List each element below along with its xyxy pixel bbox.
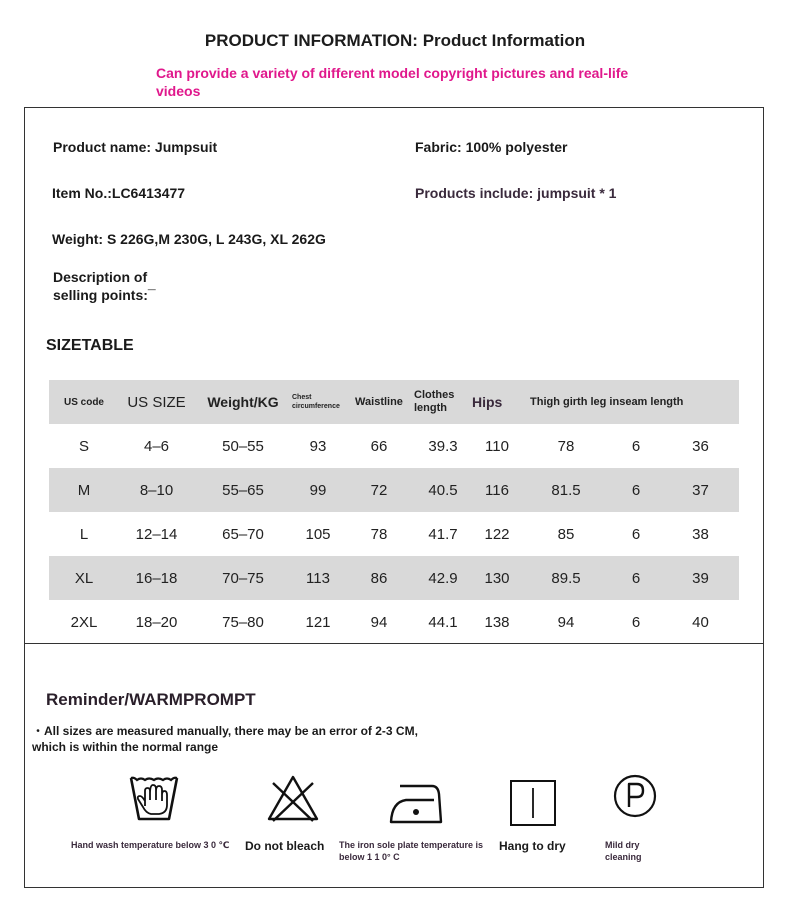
description-line-1: Description of (53, 269, 148, 285)
cell-us-code: S (78, 437, 89, 455)
dry-clean-line-2: cleaning (605, 852, 642, 862)
cell-chest: 105 (305, 525, 331, 543)
cell-inseam: 37 (692, 481, 709, 499)
cell-clothes-length: 42.9 (428, 569, 458, 587)
cell-leg: 6 (631, 481, 641, 499)
cell-thigh: 85 (557, 525, 575, 543)
col-weight: Weight/KG (207, 394, 279, 410)
description-line-2: selling points:¯ (53, 287, 156, 303)
cell-us-size: 4–6 (143, 437, 170, 455)
col-thigh-leg-inseam: Thigh girth leg inseam length (530, 396, 684, 408)
cell-thigh: 78 (557, 437, 575, 455)
cell-inseam: 39 (692, 569, 709, 587)
cell-us-size: 12–14 (135, 525, 178, 543)
hang-dry-label: Hang to dry (499, 839, 566, 853)
measurement-note: ・All sizes are measured manually, there may be an error of 2-3 CM, which is within the normal range (32, 724, 418, 754)
hang-dry-icon (509, 779, 557, 827)
dry-clean-icon (612, 773, 658, 819)
cell-hips: 110 (485, 437, 509, 455)
cell-chest: 99 (309, 481, 327, 499)
col-clothes-line-2: length (414, 402, 447, 414)
col-hips: Hips (472, 394, 503, 410)
products-include: Products include: jumpsuit * 1 (415, 185, 617, 201)
cell-weight: 75–80 (222, 613, 264, 631)
cell-thigh: 89.5 (551, 569, 581, 587)
col-clothes-length (414, 380, 472, 424)
iron-icon (388, 780, 444, 826)
size-table (49, 380, 739, 644)
table-row (49, 556, 739, 600)
product-name: Product name: Jumpsuit (53, 139, 218, 155)
col-chest (292, 380, 344, 424)
cell-clothes-length: 41.7 (428, 525, 458, 543)
cell-hips: 138 (484, 613, 510, 631)
col-chest-line-2: circumference (292, 403, 340, 410)
dry-clean-label (605, 839, 642, 863)
table-row (49, 468, 739, 512)
cell-hips: 116 (485, 481, 509, 499)
item-number: Item No.:LC6413477 (52, 185, 186, 201)
table-row (49, 512, 739, 556)
cell-hips: 122 (484, 525, 510, 543)
no-bleach-label: Do not bleach (245, 839, 325, 853)
cell-us-code: XL (74, 569, 94, 587)
page-title: PRODUCT INFORMATION: Product Information (204, 31, 586, 50)
weight-info: Weight: S 226G,M 230G, L 243G, XL 262G (52, 231, 326, 247)
col-clothes-line-1: Clothes (414, 389, 455, 401)
cell-us-code: M (77, 481, 91, 499)
cell-waistline: 94 (370, 613, 388, 631)
dry-clean-line-1: Mild dry (605, 840, 640, 850)
cell-us-size: 8–10 (139, 481, 174, 499)
col-us-code: US code (63, 396, 104, 408)
cell-waistline: 66 (370, 437, 388, 455)
col-chest-line-1: Chest (292, 394, 312, 401)
cell-waistline: 86 (370, 569, 388, 587)
table-row (49, 600, 739, 644)
cell-us-code: 2XL (70, 613, 98, 631)
cell-chest: 93 (309, 437, 327, 455)
fabric: Fabric: 100% polyester (415, 139, 568, 155)
cell-leg: 6 (631, 525, 641, 543)
cell-us-size: 18–20 (135, 613, 178, 631)
iron-label: The iron sole plate temperature is below 1 1 0° C (339, 840, 484, 862)
cell-leg: 6 (631, 569, 641, 587)
cell-waistline: 72 (370, 481, 388, 499)
cell-clothes-length: 39.3 (428, 437, 458, 455)
cell-weight: 55–65 (222, 481, 264, 499)
size-table-title: SIZETABLE (46, 337, 134, 354)
hand-wash-label: Hand wash temperature below 3 0 ℃ (71, 840, 230, 850)
cell-leg: 6 (631, 437, 641, 455)
copyright-note: Can provide a variety of different model copyright pictures and real-life videos (156, 65, 629, 99)
col-us-size: US SIZE (127, 393, 186, 411)
cell-inseam: 40 (692, 613, 709, 631)
col-waistline: Waistline (355, 396, 403, 408)
cell-weight: 65–70 (222, 525, 264, 543)
cell-thigh: 81.5 (551, 481, 581, 499)
cell-us-size: 16–18 (135, 569, 178, 587)
cell-clothes-length: 44.1 (428, 613, 458, 631)
cell-hips: 130 (484, 569, 510, 587)
cell-leg: 6 (631, 613, 641, 631)
description-label (53, 268, 156, 304)
size-table-body (49, 424, 739, 644)
no-bleach-icon (265, 773, 321, 825)
size-table-header (49, 380, 739, 424)
reminder-title: Reminder/WARMPROMPT (46, 690, 256, 709)
cell-chest: 113 (306, 569, 330, 587)
cell-chest: 121 (305, 613, 331, 631)
table-row (49, 424, 739, 468)
cell-inseam: 38 (692, 525, 709, 543)
cell-thigh: 94 (557, 613, 575, 631)
cell-weight: 70–75 (222, 569, 264, 587)
cell-weight: 50–55 (222, 437, 264, 455)
cell-clothes-length: 40.5 (428, 481, 458, 499)
cell-inseam: 36 (692, 437, 709, 455)
hand-wash-icon (128, 773, 180, 823)
cell-us-code: L (79, 525, 89, 543)
cell-waistline: 78 (370, 525, 388, 543)
